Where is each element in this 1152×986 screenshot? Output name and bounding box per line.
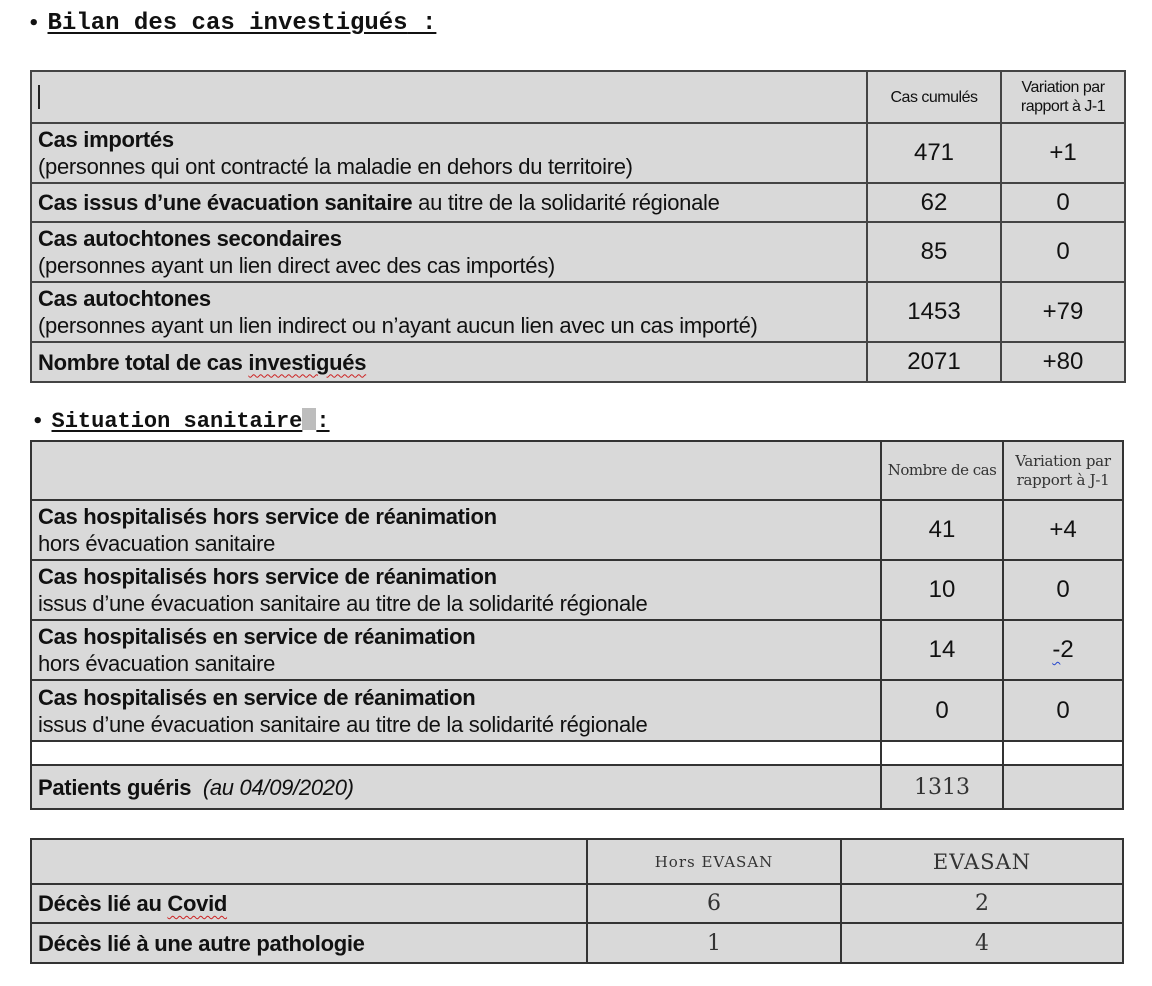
table-row [31,222,1125,282]
cumul-value: 471 [867,123,1001,183]
col-header-nombre: Nombre de cas [881,441,1003,500]
col-header-evasan: EVASAN [841,839,1123,884]
row-label: Décès lié au Covid [31,884,587,923]
row-label: Cas importés (personnes qui ont contracté la maladie en dehors du territoire) [31,123,867,183]
row-label: Cas hospitalisés en service de réanimation hors évacuation sanitaire [31,620,881,680]
section-heading-bilan [28,10,436,37]
nombre-value: 0 [881,680,1003,741]
selection-marker [302,408,316,430]
row-label: Cas hospitalisés hors service de réanimation hors évacuation sanitaire [31,500,881,560]
variation-value: +79 [1001,282,1125,342]
row-label: Cas hospitalisés en service de réanimation issus d’une évacuation sanitaire au titre de la solidarité régionale [31,680,881,741]
spacer-cell [881,741,1003,765]
table-row [31,884,1123,923]
evasan-value: 2 [841,884,1123,923]
col-header-cumul: Cas cumulés [867,71,1001,123]
variation-value: -2 [1003,620,1123,680]
variation-value: 0 [1001,222,1125,282]
situation-table [30,440,1124,810]
gueris-row [31,765,1123,809]
col-header-hors-evasan: Hors EVASAN [587,839,841,884]
spacer-cell [1003,741,1123,765]
row-label: Cas issus d’une évacuation sanitaire au titre de la solidarité régionale [31,183,867,222]
table-row [31,282,1125,342]
header-empty-cell[interactable] [31,71,867,123]
total-row [31,342,1125,382]
evasan-value: 4 [841,923,1123,963]
section-heading-situation [32,408,330,434]
col-header-variation: Variation par rapport à J-1 [1003,441,1123,500]
variation-value: 0 [1001,183,1125,222]
variation-value: 0 [1003,680,1123,741]
total-variation: +80 [1001,342,1125,382]
total-cumul: 2071 [867,342,1001,382]
gueris-variation-empty [1003,765,1123,809]
section-title: Bilan des cas investigués [47,10,408,37]
variation-value: +1 [1001,123,1125,183]
row-label: Cas autochtones secondaires (personnes ayant un lien direct avec des cas importés) [31,222,867,282]
total-label: Nombre total de cas investigués [31,342,867,382]
section-title-sep: : [407,10,437,37]
bullet-icon: • [28,13,40,34]
table-header-row [31,839,1123,884]
table-header-row [31,441,1123,500]
spacer-row [31,741,1123,765]
header-empty-cell [31,441,881,500]
bullet-icon: • [32,411,44,432]
deces-table [30,838,1124,964]
table-row [31,500,1123,560]
table-row [31,183,1125,222]
hors-evasan-value: 6 [587,884,841,923]
hors-evasan-value: 1 [587,923,841,963]
cumul-value: 85 [867,222,1001,282]
nombre-value: 14 [881,620,1003,680]
variation-value: 0 [1003,560,1123,620]
row-label: Décès lié à une autre pathologie [31,923,587,963]
section-title-sep: : [316,409,330,434]
cumul-value: 62 [867,183,1001,222]
cumul-value: 1453 [867,282,1001,342]
gueris-value: 1313 [881,765,1003,809]
section-title: Situation sanitaire [51,409,303,434]
header-empty-cell [31,839,587,884]
table-row [31,560,1123,620]
nombre-value: 10 [881,560,1003,620]
nombre-value: 41 [881,500,1003,560]
table-row [31,923,1123,963]
bilan-table [30,70,1126,383]
table-row [31,123,1125,183]
table-row [31,620,1123,680]
col-header-variation: Variation par rapport à J-1 [1001,71,1125,123]
row-label: Cas autochtones (personnes ayant un lien indirect ou n’ayant aucun lien avec un cas importé) [31,282,867,342]
table-row [31,680,1123,741]
row-label: Cas hospitalisés hors service de réanimation issus d’une évacuation sanitaire au titre de la solidarité régionale [31,560,881,620]
text-cursor [38,85,40,109]
variation-value: +4 [1003,500,1123,560]
spacer-cell [31,741,881,765]
table-header-row [31,71,1125,123]
gueris-label: Patients guéris (au 04/09/2020) [31,765,881,809]
